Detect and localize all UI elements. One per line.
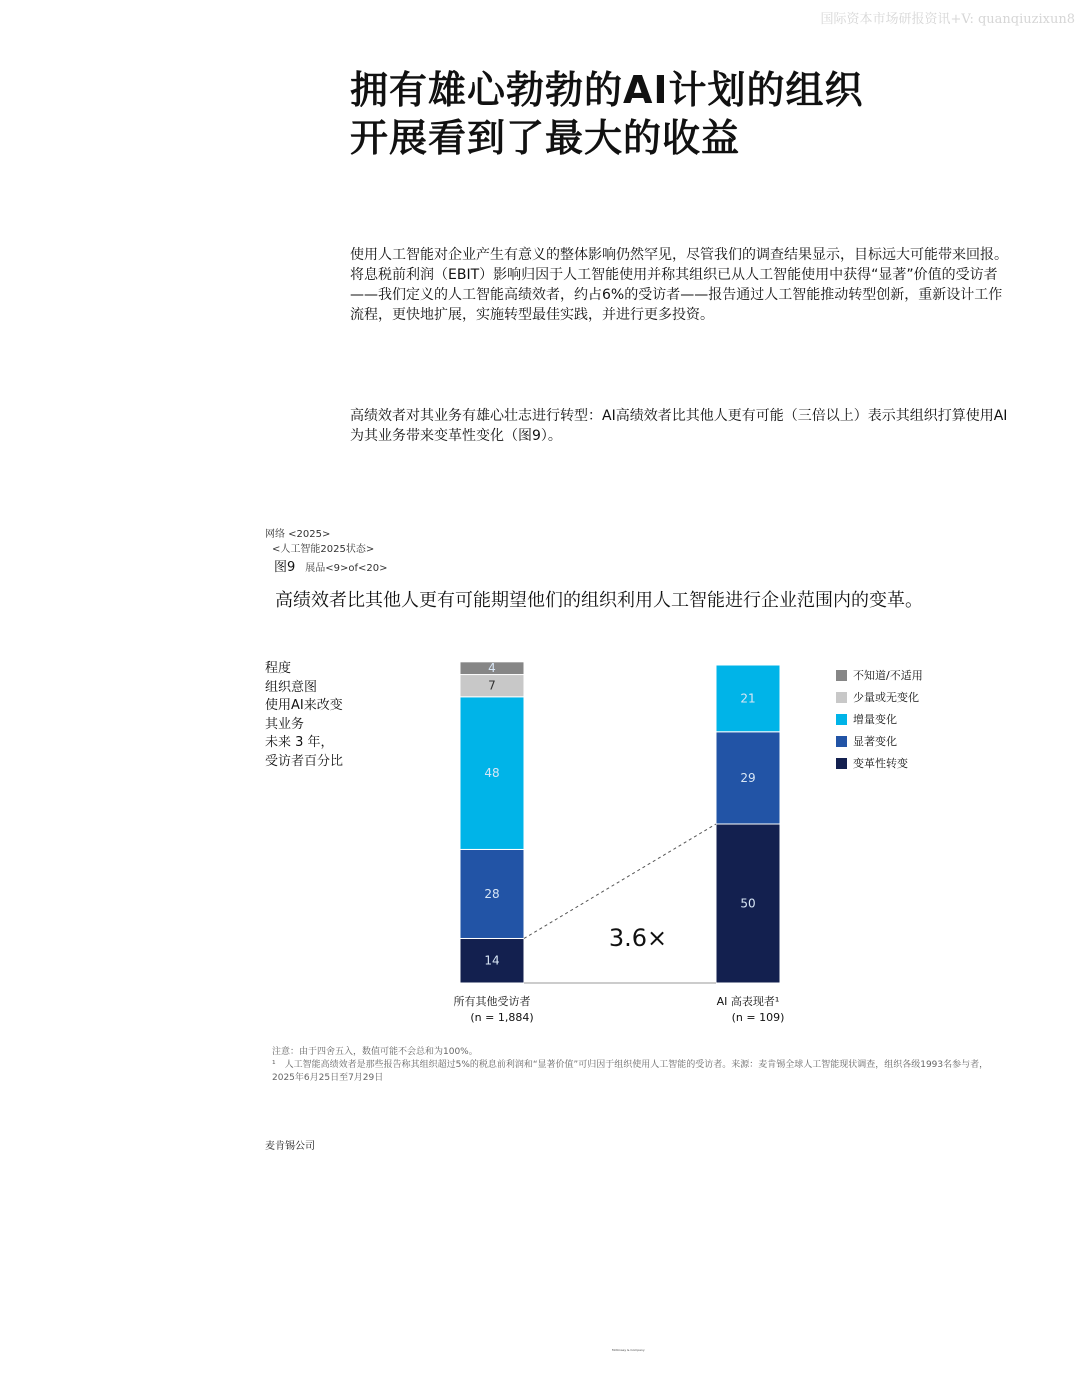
summary-paragraph: 高绩效者对其业务有雄心壮志进行转型：AI高绩效者比其他人更有可能（三倍以上）表示其组织打算使用AI为其业务带来变革性变化（图9）。 [350, 408, 1008, 444]
bar-value-label: 48 [484, 766, 500, 781]
legend-label: 增量变化 [853, 713, 897, 726]
bar-value-label: 14 [484, 953, 500, 968]
legend-swatch [836, 670, 847, 681]
meta-report: <人工智能2025状态> [272, 544, 375, 555]
legend-swatch [836, 714, 847, 725]
exhibit-counter: 展品<9>of<20> [305, 563, 388, 574]
legend-label: 变革性转变 [853, 757, 908, 770]
footer-company: 麦肯锡公司 [265, 1141, 315, 1152]
legend-item [836, 752, 923, 774]
tiny-footer: McKinsey & Company [612, 1348, 645, 1352]
legend-swatch [836, 736, 847, 747]
bar-value-label: 21 [740, 691, 756, 706]
ylabel-line: 受访者百分比 [265, 753, 344, 769]
watermark: 国际资本市场研报资讯+V: quanqiuzixun8 [820, 12, 1075, 27]
bar-value-label: 29 [740, 770, 756, 785]
ylabel-line: 组织意图 [265, 679, 318, 695]
legend-item [836, 686, 923, 708]
legend-label: 少量或无变化 [853, 691, 919, 704]
figure-number: 图9 [274, 560, 296, 575]
bars-group [460, 661, 780, 983]
legend-item [836, 730, 923, 752]
meta-network: 网络 <2025> [265, 529, 331, 540]
x-tick-n-label: (n = 1,884) [470, 1011, 534, 1024]
chart-legend [836, 664, 923, 774]
chart-title: 高绩效者比其他人更有可能期望他们的组织利用人工智能进行企业范围内的变革。 [275, 590, 923, 611]
x-tick-label: AI 高表现者¹ [716, 995, 780, 1008]
title-line-1: 拥有雄心勃勃的AI计划的组织 [350, 68, 864, 112]
ylabel-line: 使用AI来改变 [265, 698, 343, 713]
ylabel-line: 程度 [265, 661, 292, 676]
legend-swatch [836, 692, 847, 703]
intro-paragraph: 使用人工智能对企业产生有意义的整体影响仍然罕见，尽管我们的调查结果显示，目标远大可能带来回报。将息税前利润（EBIT）影响归因于人工智能使用并称其组织已从人工智能使用中获得“显著”价值的受访者——我们定义的人工智能高绩效者，约占6%的受访者——报告通过人工智能推动转型创新，重新设计工作流程，更快地扩展，实施转型最佳实践，并进行更多投资。 [350, 247, 1008, 323]
chart-notes [272, 1046, 992, 1085]
bar-value-label: 50 [740, 896, 756, 911]
x-tick-n-label: (n = 109) [731, 1011, 785, 1024]
note-rounding: 注意：由于四舍五入，数值可能不会总和为100%。 [272, 1047, 478, 1057]
x-tick-label: 所有其他受访者 [453, 995, 531, 1008]
legend-swatch [836, 758, 847, 769]
multiplier-annotation: 3.6× [608, 924, 668, 952]
note-definition: ¹ 人工智能高绩效者是那些报告称其组织超过5%的税息前利润和“显著价值”可归因于组织使用人工智能的受访者。来源：麦肯锡全球人工智能现状调查，组织各级1993名参与者，2025年6月25日至7月29日 [272, 1060, 989, 1083]
ylabel-line: 未来 3 年， [265, 735, 334, 750]
bar-value-label: 4 [488, 661, 496, 676]
bar-value-label: 7 [488, 678, 496, 693]
x-axis-labels [454, 994, 785, 1024]
title-line-2: 开展看到了最大的收益 [350, 116, 741, 160]
comparison-dashed-line [524, 824, 716, 938]
ylabel-line: 其业务 [265, 716, 305, 732]
legend-label: 显著变化 [853, 735, 897, 748]
legend-label: 不知道/不适用 [853, 669, 923, 682]
legend-item [836, 708, 923, 730]
bar-value-label: 28 [484, 886, 500, 901]
legend-item [836, 664, 923, 686]
